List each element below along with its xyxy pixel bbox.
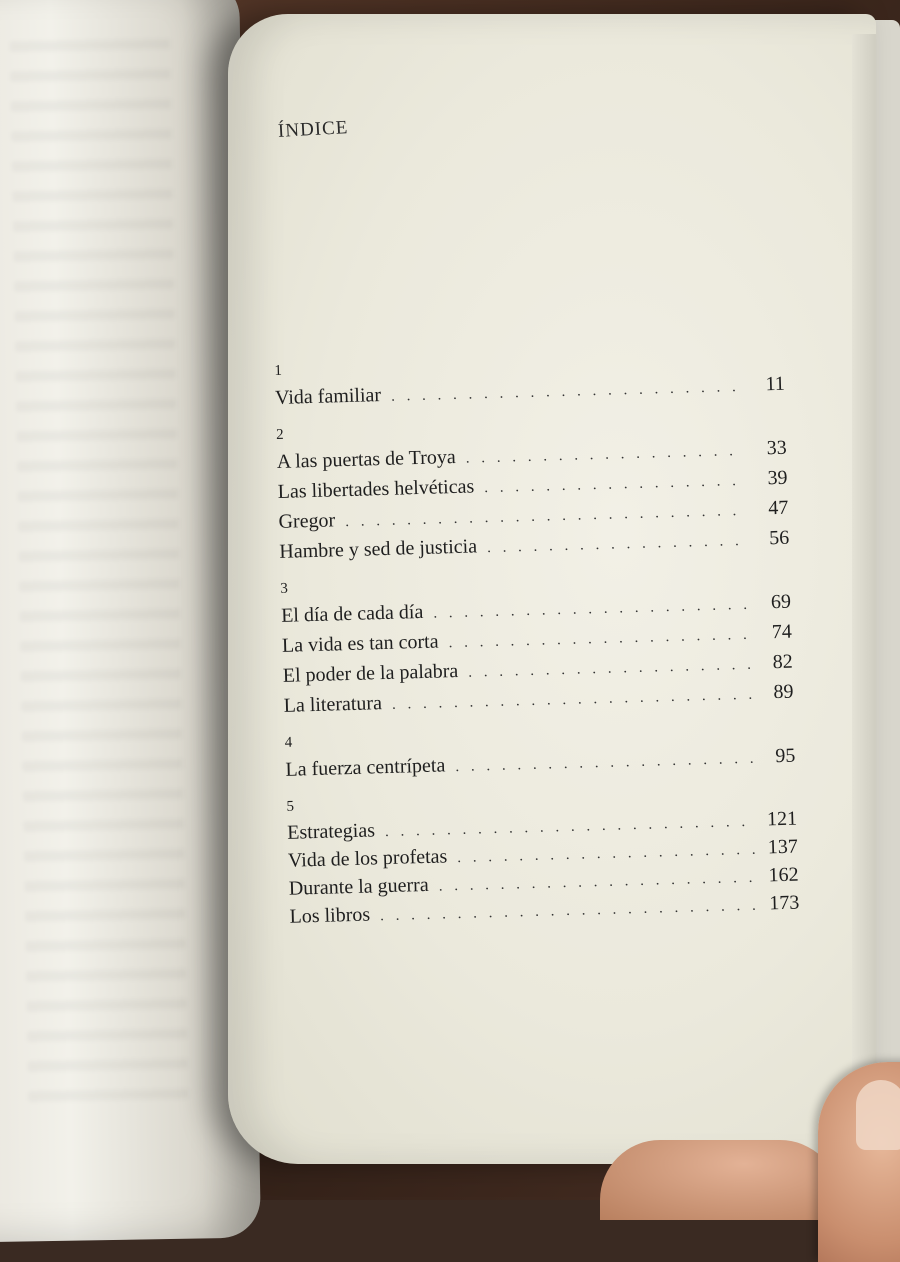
section-number: 1 (274, 362, 283, 379)
entry-title: A las puertas de Troya (276, 445, 457, 473)
entry-title: Los libros (289, 903, 371, 928)
entry-title: La fuerza centrípeta (285, 754, 446, 781)
finger-bottom (600, 1140, 840, 1220)
entry-page-number: 74 (771, 620, 793, 644)
entry-title: La literatura (283, 692, 383, 717)
entry-title: Gregor (278, 509, 336, 533)
table-of-contents (274, 345, 800, 941)
thumbnail-nail (856, 1080, 900, 1150)
entry-page-number: 69 (770, 590, 792, 614)
entry-title: Estrategias (286, 819, 376, 844)
toc-section-3 (280, 563, 794, 721)
toc-section-1 (274, 345, 785, 413)
entry-page-number: 121 (766, 807, 798, 831)
left-book-page (0, 0, 261, 1242)
entry-title: Durante la guerra (288, 873, 429, 900)
entry-page-number: 47 (768, 496, 789, 520)
entry-page-number: 33 (766, 436, 787, 460)
entry-title: Hambre y sed de justicia (279, 535, 478, 563)
section-number: 3 (280, 580, 289, 597)
entry-page-number: 82 (772, 650, 793, 674)
dot-leader (487, 526, 748, 563)
section-number: 2 (275, 426, 284, 443)
entry-title: El poder de la palabra (282, 659, 459, 687)
show-through-text (10, 39, 188, 1102)
entry-title: La vida es tan corta (281, 630, 439, 657)
toc-section-2 (276, 409, 790, 567)
book-page (228, 14, 876, 1164)
section-number: 4 (284, 734, 293, 751)
entry-page-number: 95 (774, 744, 796, 768)
entry-title: El día de cada día (280, 600, 424, 627)
entry-title: Vida familiar (274, 384, 382, 409)
entry-page-number: 173 (769, 891, 800, 915)
entry-page-number: 137 (767, 835, 799, 859)
entry-page-number: 89 (773, 680, 794, 704)
toc-section-5 (286, 781, 800, 931)
entry-page-number: 39 (767, 466, 788, 490)
dot-leader (391, 372, 744, 412)
entry-title: Las libertades helvéticas (277, 475, 475, 503)
section-number: 5 (286, 798, 295, 815)
page-title: ÍNDICE (277, 117, 349, 142)
toc-section-4 (284, 717, 795, 785)
dot-leader (455, 744, 754, 782)
page-edges (852, 34, 876, 1154)
entry-page-number: 11 (765, 372, 786, 396)
thumb (818, 1062, 900, 1262)
entry-title: Vida de los profetas (287, 845, 448, 872)
entry-page-number: 56 (768, 526, 790, 550)
entry-page-number: 162 (768, 863, 799, 887)
